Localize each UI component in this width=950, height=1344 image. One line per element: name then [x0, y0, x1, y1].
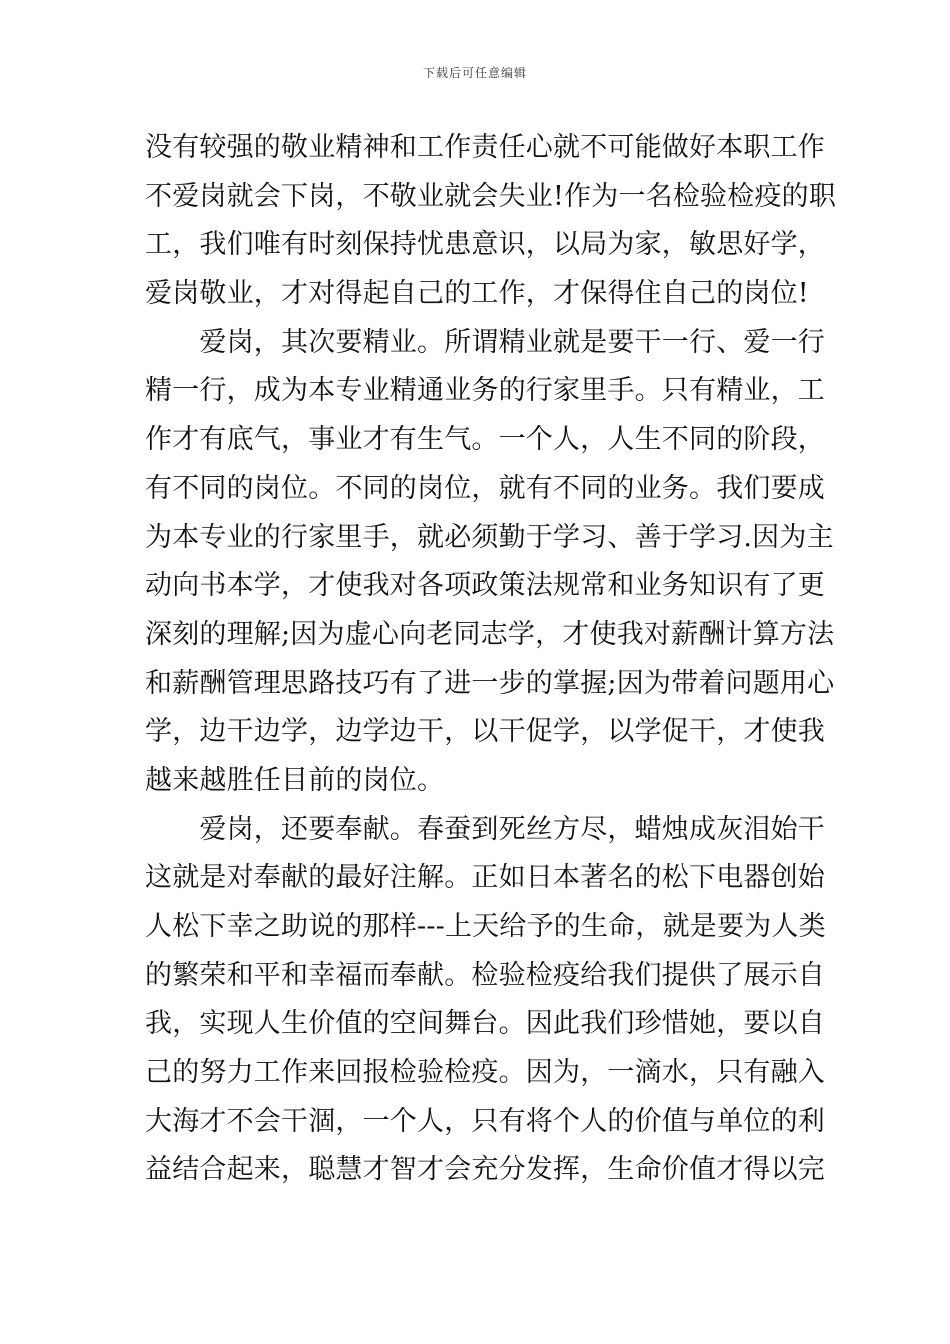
text-line: 大海才不会干涸，一个人，只有将个人的价值与单位的利 [145, 1105, 825, 1137]
text-line: 爱岗，还要奉献。春蚕到死丝方尽，蜡烛成灰泪始干 [145, 813, 825, 845]
text-line: 越来越胜任目前的岗位。 [145, 764, 445, 796]
text-line: 益结合起来，聪慧才智才会充分发挥，生命价值才得以完 [145, 1154, 825, 1186]
text-line: 不爱岗就会下岗，不敬业就会失业!作为一名检验检疫的职 [145, 180, 837, 212]
text-line: 学，边干边学，边学边干，以干促学，以学促干，才使我 [145, 716, 825, 748]
header-note: 下载后可任意编辑 [422, 66, 527, 80]
text-line: 深刻的理解;因为虚心向老同志学，才使我对薪酬计算方法 [145, 618, 835, 650]
text-line: 没有较强的敬业精神和工作责任心就不可能做好本职工作 [145, 132, 825, 163]
text-line: 人松下幸之助说的那样---上天给予的生命，就是要为人类 [145, 911, 826, 942]
text-line: 爱岗敬业，才对得起自己的工作，才保得住自己的岗位! [145, 278, 809, 310]
text-line: 我，实现人生价值的空间舞台。因此我们珍惜她，要以自 [145, 1008, 825, 1040]
text-line: 工，我们唯有时刻保持忧患意识，以局为家，敏思好学， [145, 229, 825, 261]
body-text [145, 124, 837, 1195]
text-line: 和薪酬管理思路技巧有了进一步的掌握;因为带着问题用心 [145, 667, 835, 699]
text-line: 精一行，成为本专业精通业务的行家里手。只有精业，工 [145, 375, 825, 407]
text-line: 这就是对奉献的最好注解。正如日本著名的松下电器创始 [145, 862, 825, 894]
text-line: 己的努力工作来回报检验检疫。因为，一滴水，只有融入 [145, 1057, 825, 1089]
text-line: 动向书本学，才使我对各项政策法规常和业务知识有了更 [145, 570, 825, 602]
text-line: 为本专业的行家里手，就必须勤于学习、善于学习.因为主 [145, 521, 834, 553]
text-line: 作才有底气，事业才有生气。一个人，人生不同的阶段， [145, 424, 825, 456]
text-line: 的繁荣和平和幸福而奉献。检验检疫给我们提供了展示自 [145, 959, 825, 991]
text-line: 爱岗，其次要精业。所谓精业就是要干一行、爱一行 [145, 326, 825, 358]
text-line: 有不同的岗位。不同的岗位，就有不同的业务。我们要成 [145, 472, 825, 504]
